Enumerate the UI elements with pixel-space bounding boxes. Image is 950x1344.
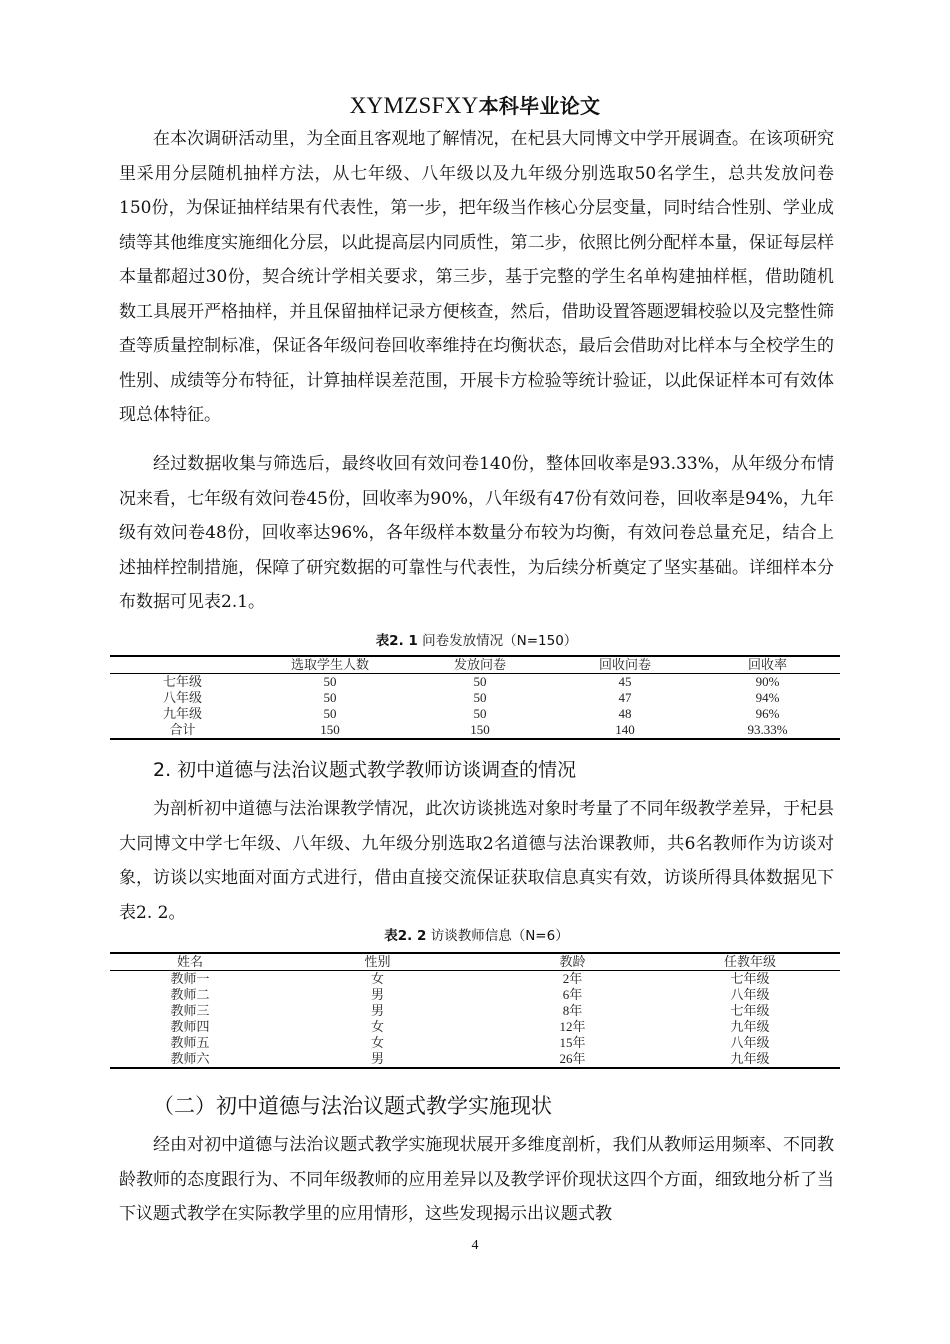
table-cell: 七年级 (162, 674, 202, 689)
table-cell: 八年级 (730, 987, 770, 1002)
table-cell: 93.33% (695, 722, 840, 739)
teacher-info-table (110, 952, 840, 1069)
table-row (110, 1051, 840, 1068)
table-cell: 150 (255, 722, 405, 739)
table-header-cell: 姓名 (110, 953, 270, 971)
table-header-cell: 性别 (270, 953, 485, 971)
table-cell: 50 (323, 690, 337, 705)
table-row (110, 674, 840, 691)
table-cell: 140 (555, 722, 695, 739)
header-latin: XYMZSFXY (349, 93, 479, 118)
table-cell: 50 (323, 674, 337, 689)
table-cell: 48 (618, 706, 632, 721)
table-row (110, 690, 840, 706)
table-cell: 50 (473, 706, 487, 721)
table-cell: 12年 (559, 1019, 586, 1034)
table-cell: 6年 (562, 987, 583, 1002)
table-cell: 47 (618, 690, 632, 705)
table-cell: 150 (405, 722, 555, 739)
table-cell: 男 (270, 1051, 485, 1068)
table-cell: 教师六 (110, 1051, 270, 1068)
paragraph-sampling-method: 在本次调研活动里，为全面且客观地了解情况，在杞县大同博文中学开展调查。在该项研究里采用分层随机抽样方法，从七年级、八年级以及九年级分别选取50名学生，总共发放问卷150份，为保证抽样结果有代表性，第一步，把年级当作核心分层变量，同时结合性别、学业成绩等其他维度实施细化分层，以此提高层内同质性，第二步，依照比例分配样本量，保证每层样本量都超过30份，契合统计学相关要求，第三步，基于完整的学生名单构建抽样框，借助随机数工具展开严格抽样，并且保留抽样记录方便核查，然后，借助设置答题逻辑校验以及完整性筛查等质量控制标准，保证各年级问卷回收率维持在均衡状态，最后会借助对比样本与全校学生的性别、成绩等分布特征，计算抽样误差范围，开展卡方检验等统计验证，以此保证样本可有效体现总体特征。 (119, 129, 834, 425)
table2-caption (119, 927, 834, 945)
table-header-cell: 教龄 (485, 953, 660, 971)
table-header-row (110, 953, 840, 971)
table-cell: 8年 (562, 1003, 583, 1018)
table-cell: 94% (755, 690, 780, 705)
table-row (110, 1019, 840, 1035)
table-header-cell: 选取学生人数 (255, 656, 405, 674)
table-header-row (110, 656, 840, 674)
table-cell: 八年级 (162, 690, 202, 705)
paragraph-response-rate: 经过数据收集与筛选后，最终收回有效问卷140份，整体回收率是93.33%，从年级分布情况来看，七年级有效问卷45份，回收率为90%，八年级有47份有效问卷，回收率是94%，九年级有效问卷48份，回收率达96%，各年级样本数量分布较为均衡，有效问卷总量充足，结合上述抽样控制措施，保障了研究数据的可靠性与代表性，为后续分析奠定了坚实基础。详细样本分布数据可见表2.1。 (119, 454, 834, 612)
table-cell: 九年级 (162, 706, 202, 721)
paragraph-interview: 为剖析初中道德与法治课教学情况，此次访谈挑选对象时考量了不同年级教学差异，于杞县大同博文中学七年级、八年级、九年级分别选取2名道德与法治课教师，共6名教师作为访谈对象，访谈以实地面对面方式进行，借由直接交流保证获取信息真实有效，访谈所得具体数据见下表2. 2。 (119, 799, 834, 923)
table-cell: 50 (473, 690, 487, 705)
table-cell: 合计 (110, 722, 255, 739)
table-cell: 八年级 (730, 1035, 770, 1050)
table-cell: 50 (473, 674, 487, 689)
table-header-cell (110, 656, 255, 674)
table2-caption-label: 表2. 2 (384, 928, 427, 944)
questionnaire-table (110, 655, 840, 740)
table-cell: 教师四 (170, 1019, 210, 1034)
table-row (110, 1003, 840, 1019)
table1-caption-text: 问卷发放情况（N=150） (422, 633, 578, 649)
table-cell: 女 (370, 1019, 384, 1034)
page-number: 4 (471, 1238, 479, 1253)
table1-caption-label: 表2. 1 (375, 633, 418, 649)
table-cell: 教师三 (170, 1003, 210, 1018)
table-cell: 15年 (559, 1035, 586, 1050)
page-header (0, 92, 950, 121)
table-row (110, 971, 840, 988)
header-title: 本科毕业论文 (478, 94, 601, 118)
table-cell: 教师五 (170, 1035, 210, 1050)
table-cell: 2年 (562, 971, 583, 986)
table-row (110, 706, 840, 722)
table-cell: 教师一 (170, 971, 210, 986)
table-cell: 教师二 (170, 987, 210, 1002)
table-row-total (110, 722, 840, 739)
table-cell: 女 (370, 1035, 384, 1050)
table2-caption-text: 访谈教师信息（N=6） (430, 928, 569, 944)
table-header-cell: 回收率 (695, 656, 840, 674)
table-cell: 九年级 (730, 1019, 770, 1034)
table-cell: 26年 (485, 1051, 660, 1068)
table-cell: 90% (755, 674, 780, 689)
table-header-cell: 回收问卷 (555, 656, 695, 674)
table-cell: 男 (370, 987, 384, 1002)
table-cell: 七年级 (730, 971, 770, 986)
paragraph-implementation: 经由对初中道德与法治议题式教学实施现状展开多维度剖析，我们从教师运用频率、不同教龄教师的态度跟行为、不同年级教师的应用差异以及教学评价现状这四个方面，细致地分析了当下议题式教学在实际教学里的应用情形，这些发现揭示出议题式教 (119, 1135, 834, 1224)
table-header-cell: 发放问卷 (405, 656, 555, 674)
table-cell: 96% (755, 706, 780, 721)
table-cell: 50 (323, 706, 337, 721)
table-cell: 九年级 (660, 1051, 840, 1068)
table1-caption (119, 632, 834, 650)
table-cell: 七年级 (730, 1003, 770, 1018)
table-header-cell: 任教年级 (660, 953, 840, 971)
section-heading-interview: 2. 初中道德与法治议题式教学教师访谈调查的情况 (153, 759, 577, 781)
table-cell: 45 (618, 674, 632, 689)
table-cell: 男 (370, 1003, 384, 1018)
section-heading-implementation: （二）初中道德与法治议题式教学实施现状 (153, 1094, 552, 1118)
table-row (110, 987, 840, 1003)
table-row (110, 1035, 840, 1051)
table-cell: 女 (370, 971, 384, 986)
